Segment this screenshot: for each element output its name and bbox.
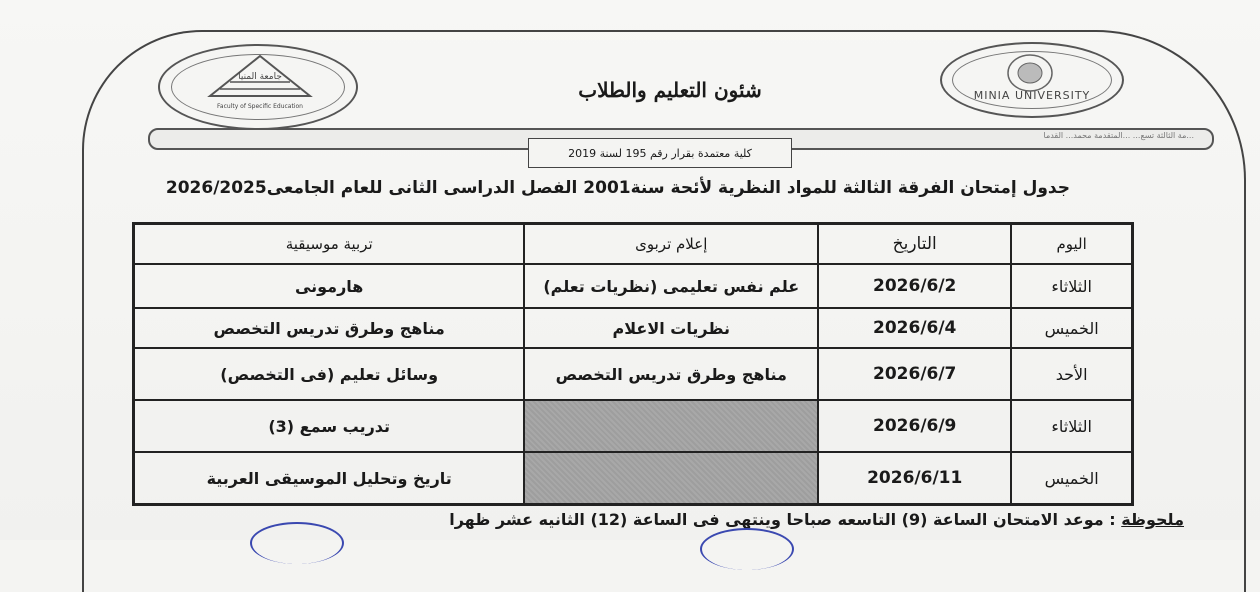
signature-mark	[250, 522, 344, 564]
header-music-education: تربية موسيقية	[134, 224, 525, 265]
cell-edu: علم نفس تعليمى (نظريات تعلم)	[524, 264, 818, 308]
cell-edu-shaded	[524, 400, 818, 452]
cell-day: الأحد	[1011, 348, 1132, 400]
header-day: اليوم	[1011, 224, 1132, 265]
cell-date: 2026/6/4	[818, 308, 1011, 348]
header-edu-media: إعلام تربوى	[524, 224, 818, 265]
cell-edu: نظريات الاعلام	[524, 308, 818, 348]
cell-edu: مناهج وطرق تدريس التخصص	[524, 348, 818, 400]
table-row	[134, 308, 1133, 348]
table-row	[134, 264, 1133, 308]
cell-date: 2026/6/9	[818, 400, 1011, 452]
note-text: : موعد الامتحان الساعة (9) التاسعه صباحا وينتهى فى الساعة (12) الثانيه عشر ظهرا	[449, 510, 1122, 529]
table-row	[134, 348, 1133, 400]
university-name-en: MINIA UNIVERSITY	[973, 88, 1091, 102]
cell-date: 2026/6/2	[818, 264, 1011, 308]
page-title: شئون التعليم والطلاب	[578, 78, 762, 102]
exam-time-note	[449, 510, 1184, 529]
cell-music: هارمونى	[134, 264, 525, 308]
exam-schedule-table	[132, 222, 1134, 506]
note-label: ملحوظة	[1121, 510, 1184, 529]
faculty-ar-text: جامعة المنيا	[238, 72, 282, 82]
pyramid-logo-icon	[190, 52, 330, 112]
signature-mark	[700, 528, 794, 570]
cell-music: تاريخ وتحليل الموسيقى العربية	[134, 452, 525, 505]
banner-text: ...مة الثالثة تسع... ...المتقدمة محمد... القدما	[1043, 131, 1194, 140]
cell-day: الثلاثاء	[1011, 400, 1132, 452]
header-date: التاريخ	[818, 224, 1011, 265]
table-row	[134, 400, 1133, 452]
cell-date: 2026/6/7	[818, 348, 1011, 400]
table-header-row	[134, 224, 1133, 265]
cell-date: 2026/6/11	[818, 452, 1011, 505]
schedule-heading: جدول إمتحان الفرقة الثالثة للمواد النظرية لأئحة سنة2001 الفصل الدراسى الثانى للعام الجامعى2026/2025	[165, 178, 1070, 198]
cell-music: وسائل تعليم (فى التخصص)	[134, 348, 525, 400]
cell-music: تدريب سمع (3)	[134, 400, 525, 452]
accreditation-box: كلية معتمدة بقرار رقم 195 لسنة 2019	[528, 138, 792, 168]
table-row	[134, 452, 1133, 505]
university-seal-icon	[990, 48, 1070, 98]
faculty-en-text: Faculty of Specific Education	[217, 103, 303, 110]
cell-day: الخميس	[1011, 308, 1132, 348]
cell-music: مناهج وطرق تدريس التخصص	[134, 308, 525, 348]
cell-edu-shaded	[524, 452, 818, 505]
cell-day: الخميس	[1011, 452, 1132, 505]
cell-day: الثلاثاء	[1011, 264, 1132, 308]
